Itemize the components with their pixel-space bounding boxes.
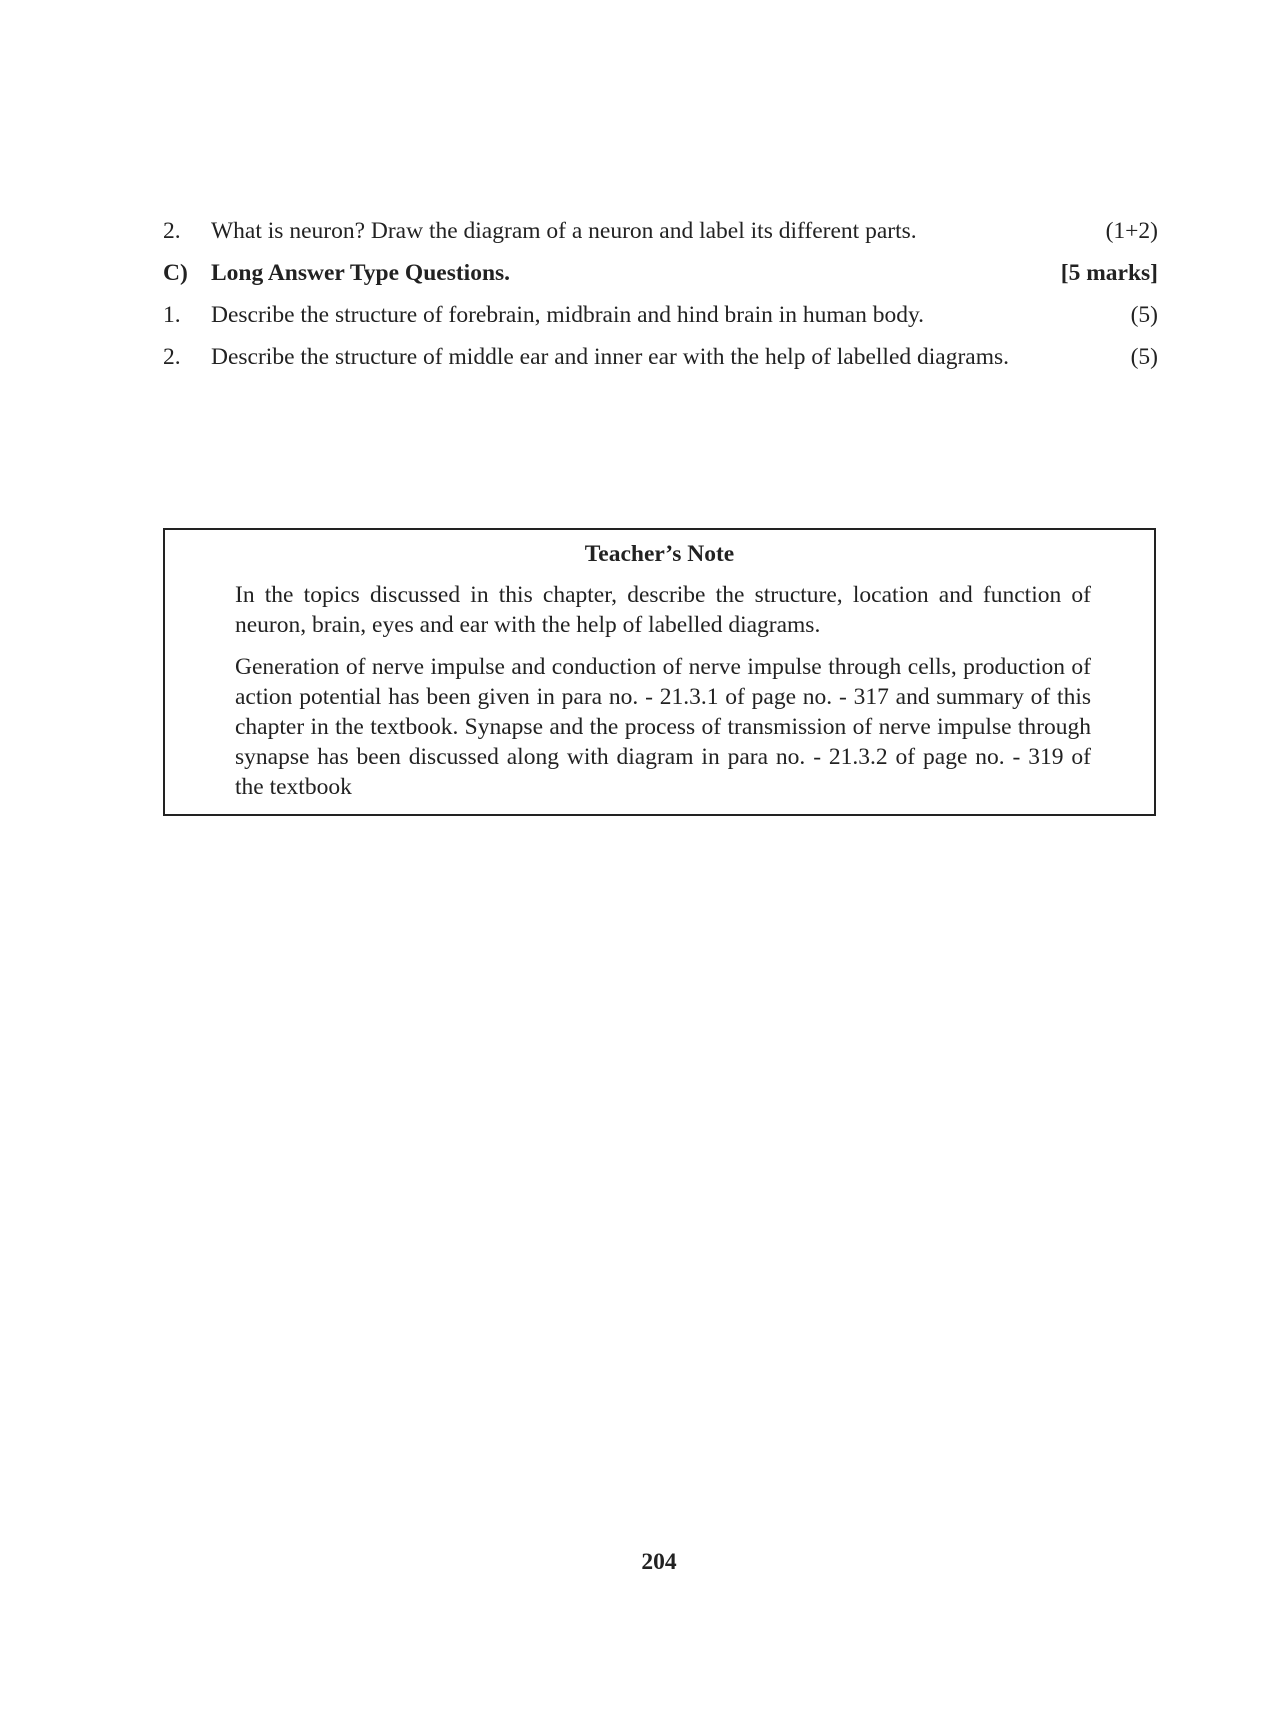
- section-title: Long Answer Type Questions.: [211, 260, 511, 286]
- question-item: [163, 299, 1158, 341]
- question-marks: (1+2): [1105, 218, 1158, 244]
- question-list: [163, 215, 1158, 383]
- page-number: 204: [641, 1549, 677, 1575]
- teachers-note-body: [235, 580, 1091, 814]
- question-number: 2.: [163, 218, 181, 244]
- question-text: Describe the structure of forebrain, midbrain and hind brain in human body.: [211, 302, 925, 328]
- section-marks: [5 marks]: [1060, 260, 1158, 286]
- question-item: [163, 215, 1158, 257]
- question-text: What is neuron? Draw the diagram of a neuron and label its different parts.: [211, 218, 917, 244]
- question-marks: (5): [1130, 302, 1158, 328]
- question-marks: (5): [1130, 344, 1158, 370]
- section-label: C): [163, 260, 188, 286]
- teachers-note-title: Teacher’s Note: [584, 541, 735, 567]
- teachers-note-paragraph: In the topics discussed in this chapter, describe the structure, location and function of neuron, brain, eyes and ear with the help of labelled diagrams.: [235, 582, 1091, 638]
- question-number: 2.: [163, 344, 181, 370]
- question-number: 1.: [163, 302, 181, 328]
- section-heading: [163, 257, 1158, 299]
- teachers-note-paragraph: Generation of nerve impulse and conduction of nerve impulse through cells, production of action potential has been given in para no. - 21.3.1 of page no. - 317 and summary of this chapter in the textbook. Synapse and the process of transmission of nerve impulse through synapse has been discussed along with diagram in para no. - 21.3.2 of page no. - 319 of the textbook: [235, 654, 1091, 800]
- teachers-note-box: [163, 528, 1156, 816]
- question-text: Describe the structure of middle ear and inner ear with the help of labelled diagrams.: [211, 344, 1010, 370]
- question-item: [163, 341, 1158, 383]
